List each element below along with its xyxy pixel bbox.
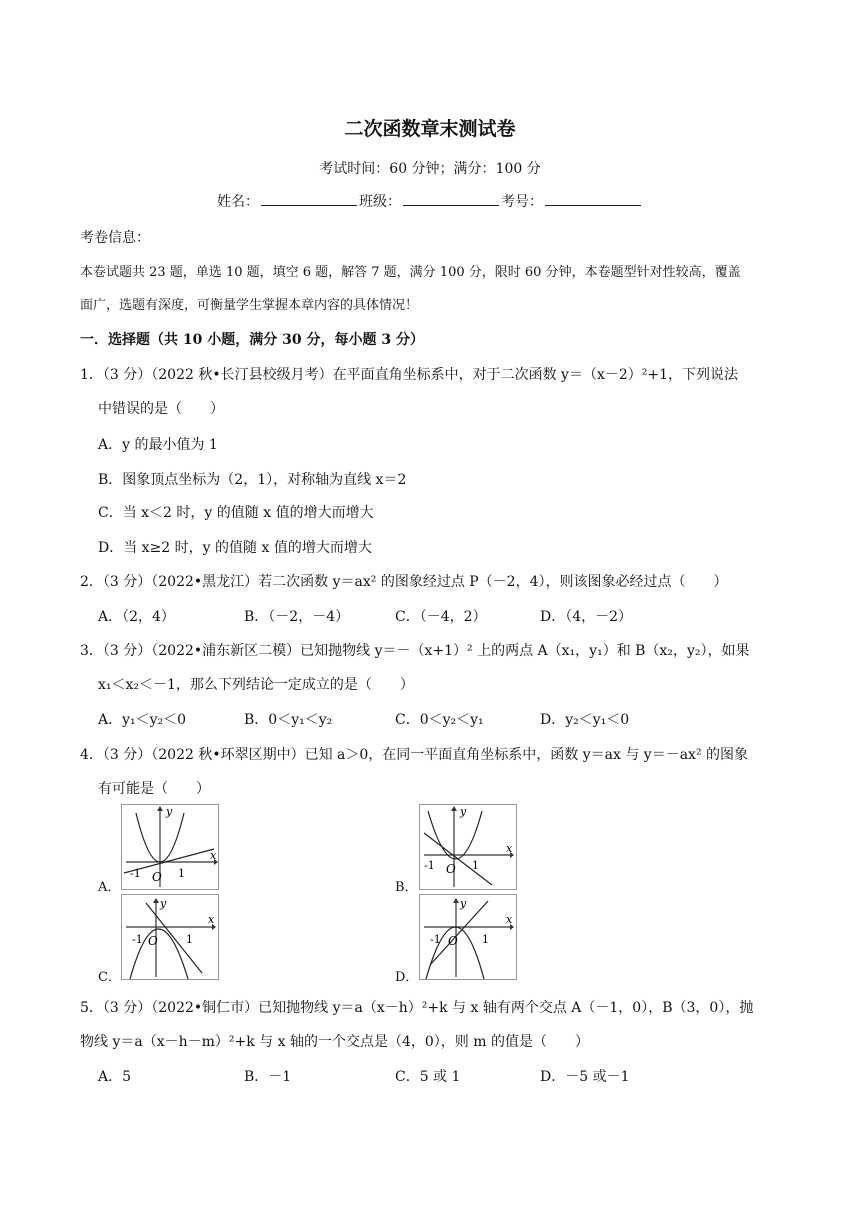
q4-option-c-label: C． bbox=[98, 970, 121, 985]
section-heading: 一．选择题（共 10 小题，满分 30 分，每小题 3 分） bbox=[80, 332, 424, 348]
info-heading: 考卷信息： bbox=[80, 230, 150, 246]
question-5-line-1: 5．（3 分）（2022•铜仁市）已知抛物线 y＝a（x－h）²+k 与 x 轴有两个交点 A（－1，0），B（3，0），抛 bbox=[80, 1000, 754, 1016]
q3-option-b: B．0＜y₁＜y₂ bbox=[244, 712, 333, 728]
x-axis-label: x bbox=[210, 849, 217, 862]
question-1-line-1: 1．（3 分）（2022 秋•长汀县校级月考）在平面直角坐标系中，对于二次函数 y＝（x－2）²+1，下列说法 bbox=[80, 367, 739, 383]
q4-option-a-label: A． bbox=[98, 880, 121, 895]
q2-option-b: B．（－2，－4） bbox=[244, 609, 350, 625]
graph-d-svg bbox=[420, 895, 516, 979]
tick-neg1: -1 bbox=[430, 933, 441, 946]
exam-no-label: 考号： bbox=[501, 194, 543, 210]
x-axis-label: x bbox=[208, 913, 215, 926]
class-label: 班级： bbox=[359, 194, 401, 210]
question-4-line-2: 有可能是（ ） bbox=[98, 781, 210, 797]
page-title: 二次函数章末测试卷 bbox=[344, 118, 516, 140]
tick-1: 1 bbox=[472, 859, 479, 872]
name-blank[interactable] bbox=[261, 193, 357, 206]
y-axis-label: y bbox=[166, 805, 173, 818]
q4-graph-b bbox=[419, 804, 517, 890]
q3-option-a: A．y₁＜y₂＜0 bbox=[98, 712, 187, 728]
q1-option-b: B．图象顶点坐标为（2，1），对称轴为直线 x＝2 bbox=[98, 472, 407, 488]
question-3-line-1: 3．（3 分）（2022•浦东新区二模）已知抛物线 y＝－（x+1）² 上的两点 A（x₁，y₁）和 B（x₂，y₂），如果 bbox=[80, 643, 750, 659]
q5-option-a: A．5 bbox=[98, 1069, 132, 1085]
q4-graph-a bbox=[121, 804, 219, 890]
origin-label: O bbox=[148, 934, 158, 948]
origin-label: O bbox=[448, 934, 458, 948]
q5-option-b: B．－1 bbox=[244, 1069, 292, 1085]
q2-option-a: A．（2，4） bbox=[98, 609, 175, 625]
q4-graph-c bbox=[121, 894, 219, 980]
question-3-line-2: x₁＜x₂＜－1，那么下列结论一定成立的是（ ） bbox=[98, 677, 414, 693]
q1-option-a: A．y 的最小值为 1 bbox=[98, 437, 218, 453]
q3-option-c: C．0＜y₂＜y₁ bbox=[395, 712, 484, 728]
tick-1: 1 bbox=[186, 933, 193, 946]
q2-option-d: D．（4，－2） bbox=[540, 609, 633, 625]
q3-option-d: D．y₂＜y₁＜0 bbox=[540, 712, 630, 728]
tick-neg1: -1 bbox=[132, 933, 143, 946]
graph-a-svg bbox=[122, 805, 218, 889]
question-5-line-2: 物线 y＝a（x－h－m）²+k 与 x 轴的一个交点是（4，0），则 m 的值是（ ） bbox=[80, 1034, 589, 1050]
graph-c-svg bbox=[122, 895, 218, 979]
tick-1: 1 bbox=[178, 867, 185, 880]
q4-graph-d bbox=[419, 894, 517, 980]
question-4-line-1: 4．（3 分）（2022 秋•环翠区期中）已知 a＞0，在同一平面直角坐标系中，函数 y＝ax 与 y＝－ax² 的图象 bbox=[80, 747, 749, 763]
origin-label: O bbox=[152, 870, 162, 884]
student-info-row bbox=[0, 191, 860, 211]
exam-no-blank[interactable] bbox=[545, 193, 641, 206]
y-axis-label: y bbox=[460, 805, 467, 818]
tick-neg1: -1 bbox=[424, 859, 435, 872]
question-1-line-2: 中错误的是（ ） bbox=[98, 401, 224, 417]
q1-option-d: D．当 x≥2 时，y 的值随 x 值的增大而增大 bbox=[98, 540, 372, 556]
question-2-line-1: 2．（3 分）（2022•黑龙江）若二次函数 y＝ax² 的图象经过点 P（－2，4），则该图象必经过点（ ） bbox=[80, 574, 728, 590]
name-label: 姓名： bbox=[217, 194, 259, 210]
y-axis-label: y bbox=[460, 897, 467, 910]
x-axis-label: x bbox=[506, 842, 513, 855]
q4-option-d-label: D． bbox=[395, 970, 419, 985]
q5-option-c: C．5 或 1 bbox=[395, 1069, 461, 1085]
tick-neg1: -1 bbox=[130, 867, 141, 880]
q1-option-c: C．当 x＜2 时，y 的值随 x 值的增大而增大 bbox=[98, 505, 374, 521]
info-line-2: 面广，选题有深度，可衡量学生掌握本章内容的具体情况！ bbox=[80, 298, 419, 313]
info-line-1: 本卷试题共 23 题，单选 10 题，填空 6 题，解答 7 题，满分 100 分，限时 60 分钟，本卷题型针对性较高，覆盖 bbox=[80, 265, 741, 280]
x-axis-label: x bbox=[506, 913, 513, 926]
q2-option-c: C．（－4，2） bbox=[395, 609, 487, 625]
q4-option-b-label: B． bbox=[395, 880, 418, 895]
graph-b-svg bbox=[420, 805, 516, 889]
y-axis-label: y bbox=[160, 897, 167, 910]
tick-1: 1 bbox=[482, 933, 489, 946]
origin-label: O bbox=[446, 862, 456, 876]
class-blank[interactable] bbox=[403, 193, 499, 206]
q5-option-d: D．－5 或－1 bbox=[540, 1069, 630, 1085]
exam-subtitle: 考试时间：60 分钟；满分：100 分 bbox=[319, 161, 541, 177]
